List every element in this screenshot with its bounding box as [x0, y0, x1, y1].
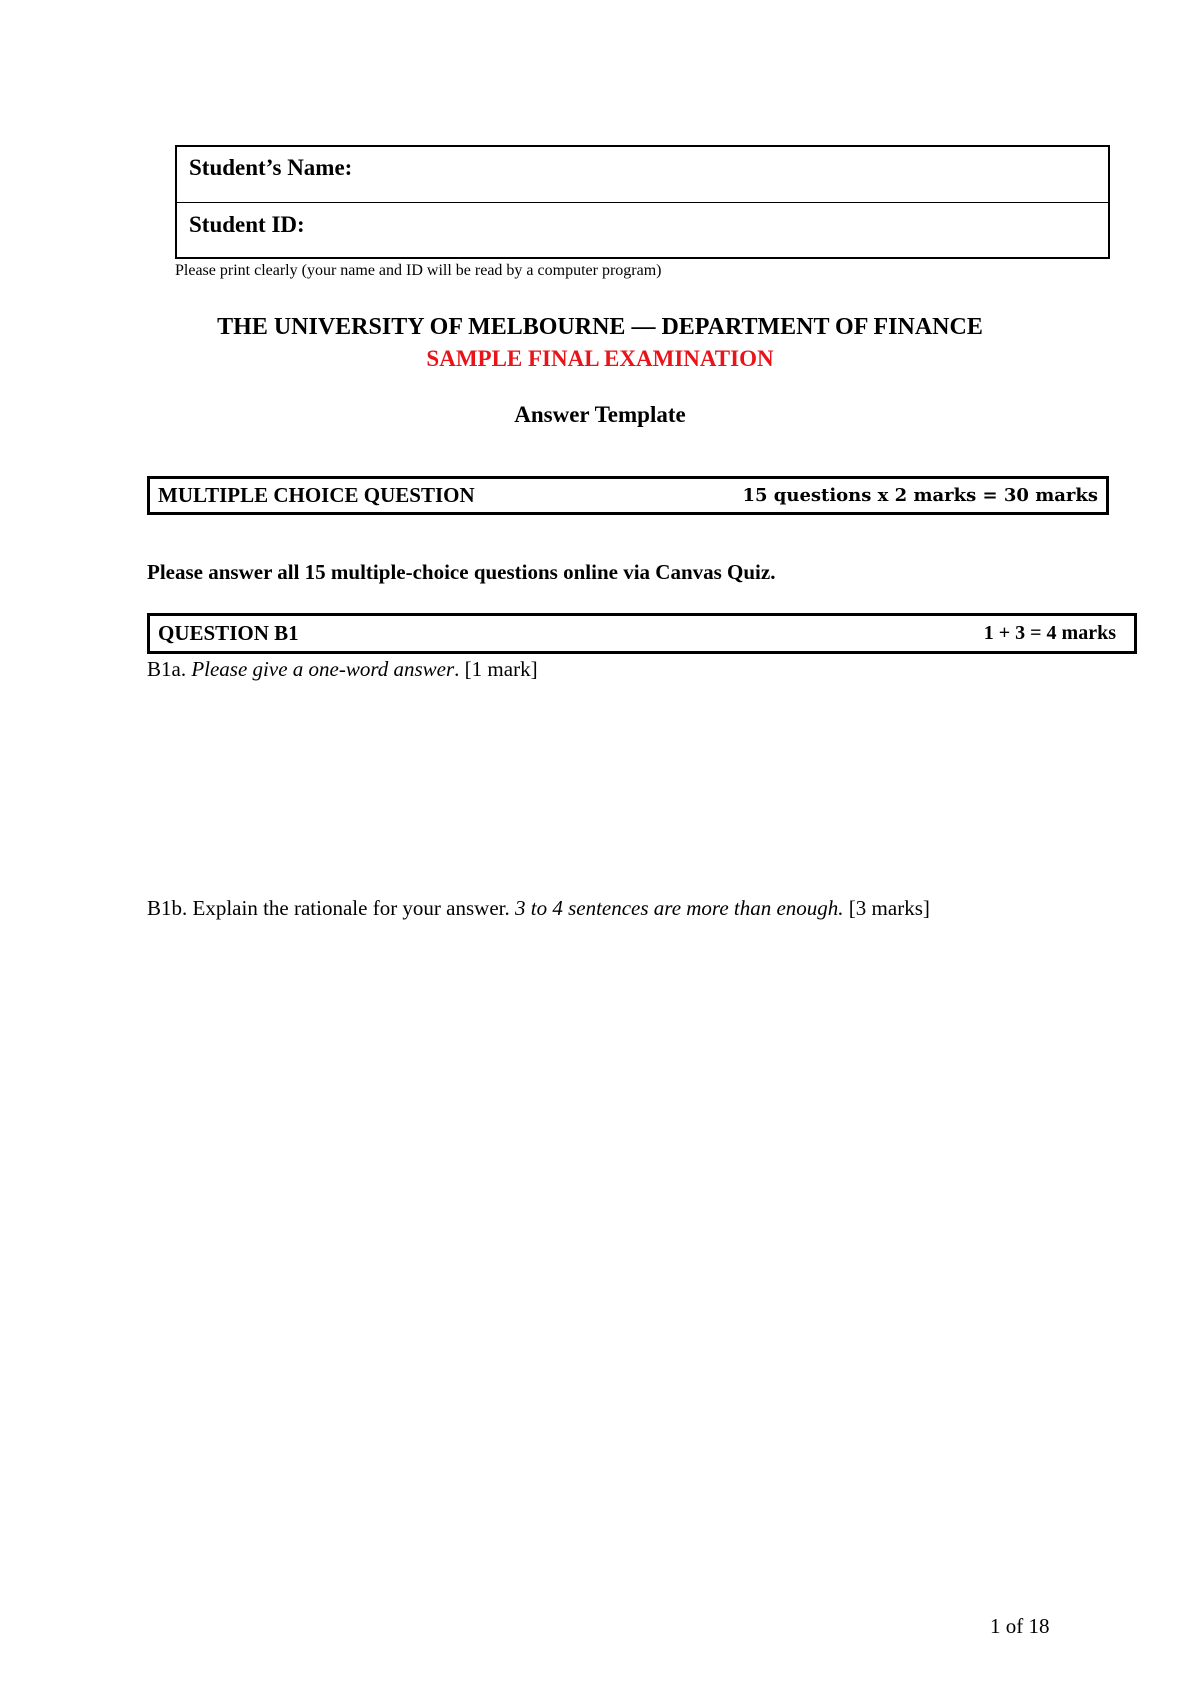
print-note: Please print clearly (your name and ID will be read by a computer program) — [175, 262, 662, 279]
mcq-section-header — [147, 476, 1109, 515]
student-info-box — [175, 145, 1110, 259]
student-id-label: Student ID: — [189, 212, 305, 237]
question-b1a — [147, 657, 538, 682]
university-heading: THE UNIVERSITY OF MELBOURNE — DEPARTMENT OF FINANCE — [217, 314, 983, 340]
b1a-label: B1a. — [147, 657, 187, 681]
student-id-field[interactable] — [177, 204, 1108, 260]
b1a-prompt: Please give a one-word answer — [191, 657, 455, 681]
b1b-prompt: Explain the rationale for your answer. — [192, 896, 510, 920]
mcq-section-marks: 15 questions x 2 marks = 30 marks — [742, 485, 1098, 506]
b1b-label: B1b. — [147, 896, 188, 920]
question-b1-marks: 1 + 3 = 4 marks — [983, 622, 1116, 644]
b1a-marks: . [1 mark] — [454, 657, 538, 681]
question-b1-title: QUESTION B1 — [158, 621, 299, 645]
b1b-prompt-italic: 3 to 4 sentences are more than enough. — [515, 896, 844, 920]
question-b1b — [147, 896, 930, 921]
exam-title: SAMPLE FINAL EXAMINATION — [426, 346, 774, 371]
page-number: 1 of 18 — [990, 1614, 1050, 1638]
question-b1-header — [147, 613, 1137, 654]
mcq-instruction: Please answer all 15 multiple-choice questions online via Canvas Quiz. — [147, 560, 776, 584]
student-name-label: Student’s Name: — [189, 155, 353, 180]
mcq-section-title: MULTIPLE CHOICE QUESTION — [158, 483, 475, 507]
b1b-marks: [3 marks] — [848, 896, 930, 920]
student-name-field[interactable] — [177, 147, 1108, 203]
template-title: Answer Template — [514, 402, 686, 427]
